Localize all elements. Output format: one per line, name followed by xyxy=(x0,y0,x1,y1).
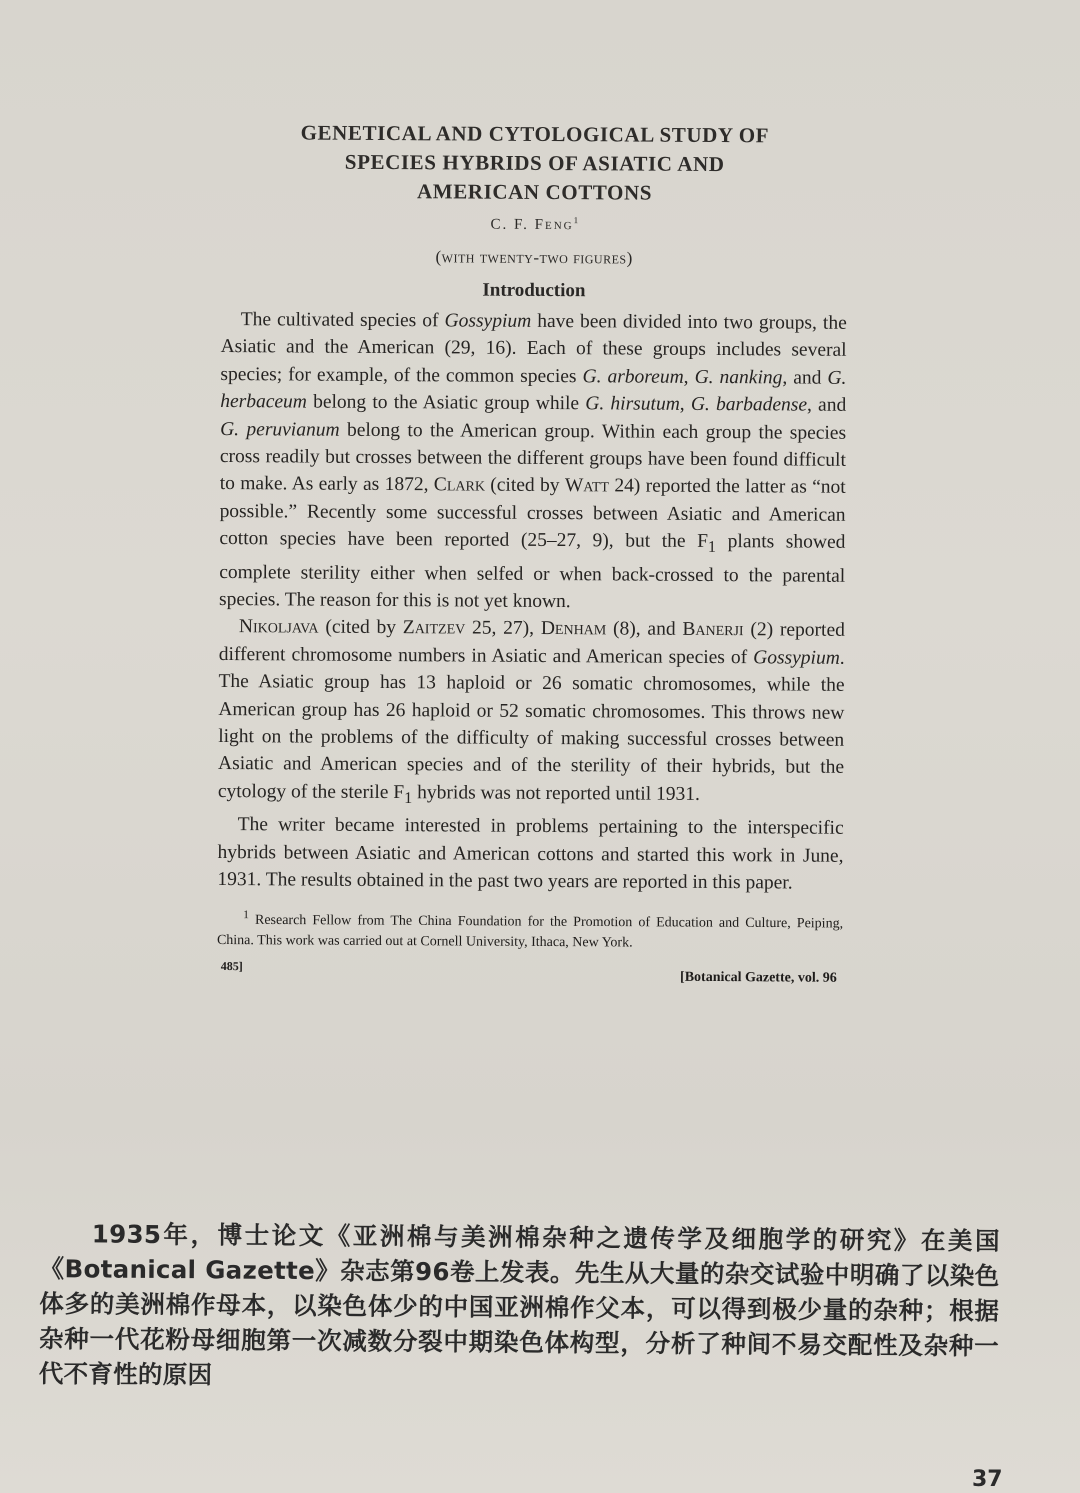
text-run: , and xyxy=(782,367,828,389)
text-run: belong to the American group. Within each group the species cross readily but crosses between the different groups have been found difficult to make. As early as 1872, xyxy=(219,419,847,496)
footnote-text: Research Fellow from The China Foundation for the Promotion of Education and Culture, Peiping, China. This work was carried out at Cornell University, Ithaca, New York. xyxy=(216,913,844,951)
page-number: 37 xyxy=(972,1467,1003,1492)
text-run: (cited by xyxy=(318,616,403,639)
folio-row xyxy=(217,957,843,991)
text-run: , xyxy=(683,366,695,388)
author-footnote xyxy=(217,905,843,954)
cited-author: Zaitzev xyxy=(402,617,466,639)
text-run: 25, 27), xyxy=(465,617,541,640)
intro-paragraph-3: The writer became interested in problems pertaining to the interspecific hybrids between Asiatic and American cottons and started this work in June, 1931. The results obtained in the past two years are reported in this paper. xyxy=(217,814,844,894)
text-run: (cited by xyxy=(484,475,565,497)
text-run: . The Asiatic group has 13 haploid or 26 somatic chromosomes, while the American group has 26 haploid or 52 somatic chromosomes. This throws new light on the problems of the difficulty of making successful crosses between Asiatic and American species and of the sterility of their hybrids, but the cytology of the sterile F xyxy=(217,647,845,803)
species-name: G. hirsutum xyxy=(585,393,680,416)
text-run: 24) reported the latter as “not possible.” Recently some successful crosses between Asiatic and American cotton species have been reported (25–27, 9), but the F xyxy=(219,475,846,553)
cited-author: Banerji xyxy=(682,619,744,641)
article-title xyxy=(221,118,848,209)
text-run: , xyxy=(679,394,691,416)
cited-author: Denham xyxy=(540,618,607,640)
species-name: G. arboreum xyxy=(582,366,684,388)
cited-author: Nikoljava xyxy=(238,616,319,638)
figures-note: (with twenty-two figures) xyxy=(435,247,633,268)
article-author xyxy=(221,213,847,236)
genus-name: Gossypium xyxy=(444,310,532,332)
species-name: G. peruvianum xyxy=(220,418,340,441)
subscript: 1 xyxy=(707,538,717,557)
species-name: G. barbadense xyxy=(690,394,808,416)
author-name: C. F. Feng xyxy=(490,216,574,234)
cited-author: Watt xyxy=(564,475,610,497)
author-footnote-mark: 1 xyxy=(573,215,579,226)
text-run: belong to the Asiatic group while xyxy=(306,391,586,415)
text-run: (8), and xyxy=(606,618,683,641)
original-page-number: 485] xyxy=(220,958,243,974)
chinese-caption: 1935年，博士论文《亚洲棉与美洲棉杂种之遗传学及细胞学的研究》在美国《Botanical Gazette》杂志第96卷上发表。先生从大量的杂交试验中明确了以染色体多的美洲棉作母本，以染色体少的中国亚洲棉作父本，可以得到极少量的杂种；根据杂种一代花粉母细胞第一次减数分裂中期染色体构型，分析了种间不易交配性及杂种一代不育性的原因 xyxy=(38,1219,1000,1390)
title-line-2: SPECIES HYBRIDS OF ASIATIC AND xyxy=(344,149,725,177)
species-name: G. nanking xyxy=(694,366,783,389)
journal-reference: [Botanical Gazette, vol. 96 xyxy=(680,969,837,986)
intro-paragraph-1 xyxy=(219,306,847,617)
footnote-mark: 1 xyxy=(243,908,249,922)
text-run: have been divided into two groups, the Asiatic and the American (29, 16). Each of these groups includes several species; for example, of the common species xyxy=(220,310,847,388)
text-run: plants showed complete sterility either when selfed or when back-crossed to the parental species. The reason for this is not yet known. xyxy=(218,531,846,613)
title-line-3: AMERICAN COTTONS xyxy=(416,179,653,205)
genus-name: Gossypium xyxy=(753,647,840,669)
text-run: , and xyxy=(806,394,847,417)
reprinted-article xyxy=(217,118,848,991)
intro-paragraph-2 xyxy=(218,613,845,815)
section-heading: Introduction xyxy=(482,279,586,302)
text-run: (2) reported different chromosome numbers in Asiatic and American species of xyxy=(218,619,845,669)
text-run: The cultivated species of xyxy=(240,309,445,332)
cited-author: Clark xyxy=(433,474,486,497)
species-name: G. herbaceum xyxy=(220,367,847,413)
title-line-1: GENETICAL AND CYTOLOGICAL STUDY OF xyxy=(300,120,770,148)
subscript: 1 xyxy=(404,788,413,807)
text-run: hybrids was not reported until 1931. xyxy=(412,781,700,805)
